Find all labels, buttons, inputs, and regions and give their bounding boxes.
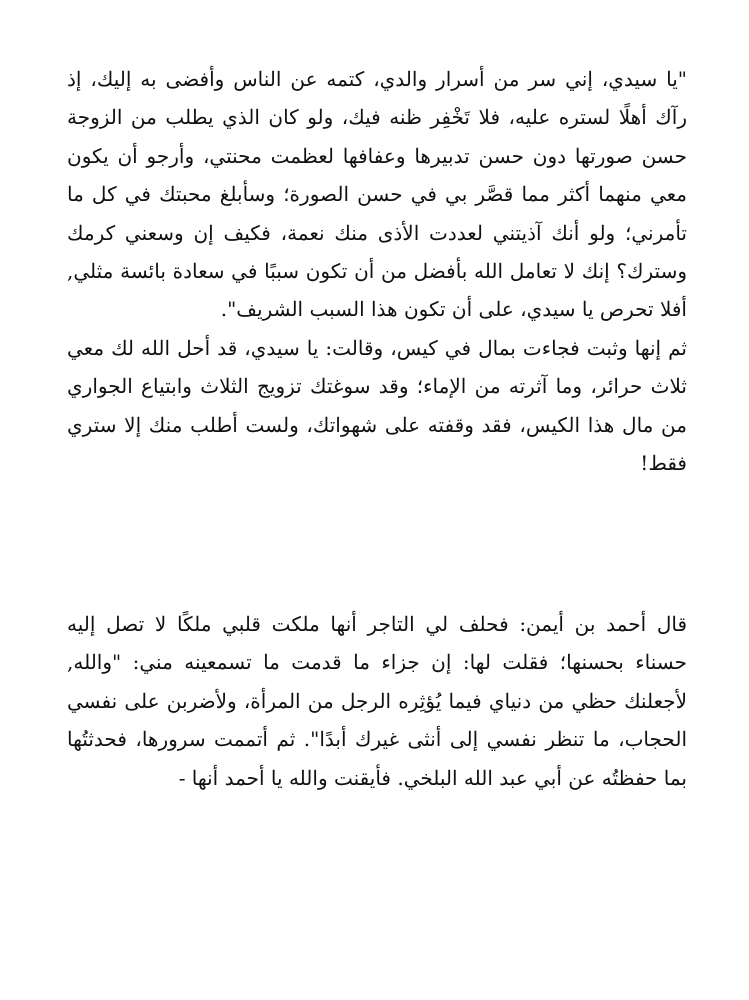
paragraph-ahmad-ibn-ayman: قال أحمد بن أيمن: فحلف لي التاجر أنها ملكت قلبي ملكًا لا تصل إليه حسناء بحسنها؛ فقلت لها: إن جزاء ما قدمت ما تسمعينه مني: "والله, لأجعلنك حظي من دنياي فيما يُؤثِره الرجل من المرأة، ولأضربن على نفسي الحجاب، ما تنظر نفسي إلى أنثى غيرك أبدًا". ثم أتممت سرورها، فحدثتُها بما حفظتُه عن أبي عبد الله البلخي. فأيقنت والله يا أحمد أنها - [67,612,688,790]
paragraph-wife-plea: "يا سيدي، إني سر من أسرار والدي، كتمه عن الناس وأفضى به إليك، إذ رآك أهلًا لستره عليه، فلا تَخْفِر ظنه فيك، ولو كان الذي يطلب من الزوجة حسن صورتها دون حسن تدبيرها وعفافها لعظمت محنتي، وأرجو أن يكون معي منهما أكثر مما قصَّر بي في حسن الصورة؛ وسأبلغ محبتك في كل ما تأمرني؛ ولو أنك آذيتني لعددت الأذى منك نعمة، فكيف إن وسعني كرمك وسترك؟ إنك لا تعامل الله بأفضل من أن تكون سببًا في سعادة بائسة مثلي, أفلا تحرص يا سيدي، على أن تكون هذا السبب الشريف". [67,67,687,322]
text-block-2 [67,605,687,797]
text-block-1 [67,60,687,482]
paragraph-money-purse: ثم إنها وثبت فجاءت بمال في كيس، وقالت: يا سيدي، قد أحل الله لك معي ثلاث حرائر، وما آثرته من الإماء؛ وقد سوغتك تزويج الثلاث وابتياع الجواري من مال هذا الكيس، فقد وقفته على شهواتك، ولست أطلب منك إلا ستري فقط! [67,335,687,476]
